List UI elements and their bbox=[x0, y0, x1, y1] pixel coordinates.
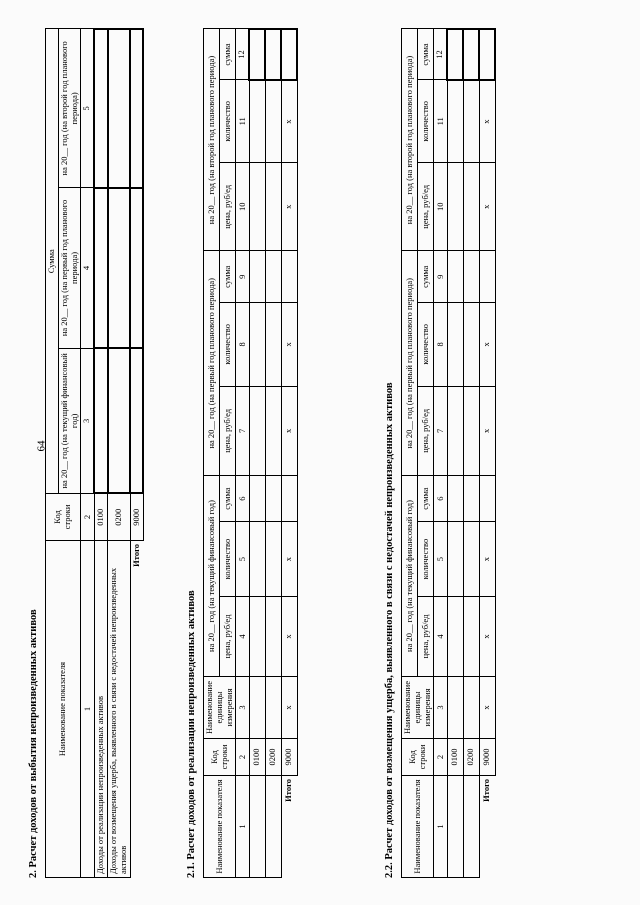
x-mark: x bbox=[479, 386, 495, 475]
total-label: Итого bbox=[283, 779, 294, 802]
colnum: 12 bbox=[434, 29, 447, 80]
cell[interactable] bbox=[249, 302, 265, 386]
colnum: 8 bbox=[434, 302, 447, 386]
hdr-price: цена, руб/ед bbox=[220, 163, 236, 251]
colnum: 5 bbox=[434, 522, 447, 597]
cell[interactable] bbox=[447, 386, 463, 475]
cell[interactable] bbox=[265, 163, 281, 251]
cell[interactable] bbox=[447, 163, 463, 251]
colnum: 1 bbox=[236, 776, 249, 878]
colnum: 9 bbox=[434, 251, 447, 303]
row-code: 0100 bbox=[94, 494, 108, 541]
hdr-qty: количество bbox=[418, 522, 434, 597]
section-2-2-title: 2.2. Расчет доходов от возмещения ущерба, выявленного в связи с недостачей непроизведенных активов bbox=[384, 382, 395, 878]
cell[interactable] bbox=[265, 386, 281, 475]
section-2-title: 2. Расчет доходов от выбытия непроизведенных активов bbox=[28, 609, 39, 878]
cell[interactable] bbox=[249, 476, 265, 522]
colnum: 5 bbox=[81, 29, 94, 188]
hdr-year3: на 20__ год (на второй год планового периода) bbox=[58, 29, 81, 188]
cell[interactable] bbox=[447, 522, 463, 597]
colnum: 1 bbox=[434, 776, 447, 878]
colnum: 6 bbox=[236, 476, 249, 522]
row-code: 0100 bbox=[249, 739, 265, 776]
cell[interactable] bbox=[447, 29, 463, 80]
hdr-name: Наименование показателя bbox=[46, 541, 81, 878]
cell[interactable] bbox=[447, 80, 463, 163]
hdr-sum: сумма bbox=[418, 476, 434, 522]
x-mark: x bbox=[281, 80, 297, 163]
cell[interactable] bbox=[479, 251, 495, 303]
hdr-code: Код строки bbox=[46, 494, 81, 541]
hdr-year1: на 20__ год (на текущий финансовый год) bbox=[402, 476, 418, 677]
colnum: 7 bbox=[236, 386, 249, 475]
hdr-price: цена, руб/ед bbox=[418, 597, 434, 677]
hdr-qty: количество bbox=[418, 80, 434, 163]
section-2-2 bbox=[384, 28, 496, 878]
x-mark: x bbox=[479, 522, 495, 597]
row-code: 0100 bbox=[447, 739, 463, 776]
cell[interactable] bbox=[265, 476, 281, 522]
section-2-2-table bbox=[401, 28, 496, 878]
x-mark: x bbox=[281, 386, 297, 475]
hdr-name: Наименование показателя bbox=[402, 776, 434, 878]
hdr-name: Наименование показателя bbox=[204, 776, 236, 878]
section-2-1-title: 2.1. Расчет доходов от реализации непроизведенных активов bbox=[186, 590, 197, 878]
cell[interactable] bbox=[463, 522, 479, 597]
colnum: 2 bbox=[434, 739, 447, 776]
cell[interactable] bbox=[281, 251, 297, 303]
hdr-year2: на 20__ год (на первый год планового периода) bbox=[204, 251, 220, 476]
section-2-1-table bbox=[203, 28, 298, 878]
cell[interactable] bbox=[447, 776, 463, 878]
row-label: Доходы от реализации непроизведенных активов bbox=[94, 541, 108, 878]
cell[interactable] bbox=[281, 29, 297, 80]
cell[interactable] bbox=[463, 476, 479, 522]
cell[interactable] bbox=[249, 386, 265, 475]
hdr-sum: сумма bbox=[220, 29, 236, 80]
hdr-price: цена, руб/ед bbox=[220, 597, 236, 677]
x-mark: x bbox=[281, 597, 297, 677]
x-mark: x bbox=[479, 302, 495, 386]
cell[interactable] bbox=[463, 677, 479, 739]
colnum: 3 bbox=[434, 677, 447, 739]
hdr-unit: Наименование единицы измерения bbox=[402, 677, 434, 739]
total-code: 9000 bbox=[281, 739, 297, 776]
x-mark: x bbox=[281, 163, 297, 251]
cell[interactable] bbox=[130, 29, 143, 188]
cell[interactable] bbox=[265, 29, 281, 80]
cell[interactable] bbox=[249, 163, 265, 251]
cell[interactable] bbox=[265, 677, 281, 739]
colnum: 4 bbox=[81, 188, 94, 349]
x-mark: x bbox=[479, 677, 495, 739]
colnum: 1 bbox=[81, 541, 94, 878]
cell[interactable] bbox=[265, 776, 281, 878]
cell[interactable] bbox=[249, 522, 265, 597]
hdr-price: цена, руб/ед bbox=[418, 386, 434, 475]
hdr-year1: на 20__ год (на текущий финансовый год) bbox=[58, 348, 81, 493]
cell[interactable] bbox=[249, 677, 265, 739]
cell[interactable] bbox=[463, 29, 479, 80]
cell[interactable] bbox=[463, 597, 479, 677]
colnum: 9 bbox=[236, 251, 249, 303]
colnum: 4 bbox=[434, 597, 447, 677]
colnum: 3 bbox=[81, 348, 94, 493]
cell[interactable] bbox=[463, 251, 479, 303]
hdr-code: Код строки bbox=[204, 739, 236, 776]
x-mark: x bbox=[281, 677, 297, 739]
colnum: 4 bbox=[236, 597, 249, 677]
hdr-unit: Наименование единицы измерения bbox=[204, 677, 236, 739]
cell[interactable] bbox=[447, 677, 463, 739]
hdr-sum: Сумма bbox=[46, 29, 59, 494]
cell[interactable] bbox=[265, 251, 281, 303]
colnum: 7 bbox=[434, 386, 447, 475]
colnum: 2 bbox=[81, 494, 94, 541]
x-mark: x bbox=[479, 80, 495, 163]
colnum: 6 bbox=[434, 476, 447, 522]
colnum: 5 bbox=[236, 522, 249, 597]
colnum: 10 bbox=[434, 163, 447, 251]
section-2-1 bbox=[186, 28, 298, 878]
cell[interactable] bbox=[463, 163, 479, 251]
cell[interactable] bbox=[447, 251, 463, 303]
total-code: 9000 bbox=[479, 739, 495, 776]
cell[interactable] bbox=[265, 80, 281, 163]
row-code: 0200 bbox=[108, 494, 131, 541]
cell[interactable] bbox=[94, 29, 108, 188]
cell[interactable] bbox=[463, 776, 479, 878]
hdr-price: цена, руб/ед bbox=[418, 163, 434, 251]
cell[interactable] bbox=[94, 188, 108, 349]
hdr-year3: на 20__ год (на второй год планового периода) bbox=[204, 29, 220, 251]
hdr-sum: сумма bbox=[220, 476, 236, 522]
cell[interactable] bbox=[94, 348, 108, 493]
hdr-sum: сумма bbox=[220, 251, 236, 303]
cell[interactable] bbox=[249, 80, 265, 163]
hdr-price: цена, руб/ед bbox=[220, 386, 236, 475]
hdr-year3: на 20__ год (на второй год планового периода) bbox=[402, 29, 418, 251]
hdr-year2: на 20__ год (на первый год планового периода) bbox=[58, 188, 81, 349]
hdr-sum: сумма bbox=[418, 251, 434, 303]
hdr-code: Код строки bbox=[402, 739, 434, 776]
colnum: 11 bbox=[236, 80, 249, 163]
cell[interactable] bbox=[447, 597, 463, 677]
cell[interactable] bbox=[108, 29, 131, 188]
colnum: 10 bbox=[236, 163, 249, 251]
hdr-qty: количество bbox=[220, 80, 236, 163]
colnum: 2 bbox=[236, 739, 249, 776]
colnum: 11 bbox=[434, 80, 447, 163]
row-label: Доходы от возмещения ущерба, выявленного в связи с недостачей непроизведенных активов bbox=[108, 541, 131, 878]
cell[interactable] bbox=[249, 29, 265, 80]
cell[interactable] bbox=[130, 348, 143, 493]
x-mark: x bbox=[281, 302, 297, 386]
cell[interactable] bbox=[249, 776, 265, 878]
hdr-year1: на 20__ год (на текущий финансовый год) bbox=[204, 476, 220, 677]
colnum: 3 bbox=[236, 677, 249, 739]
cell[interactable] bbox=[108, 348, 131, 493]
cell[interactable] bbox=[463, 386, 479, 475]
cell[interactable] bbox=[463, 302, 479, 386]
total-code: 9000 bbox=[130, 494, 143, 541]
section-2 bbox=[28, 28, 144, 878]
hdr-qty: количество bbox=[220, 522, 236, 597]
hdr-qty: количество bbox=[418, 302, 434, 386]
cell[interactable] bbox=[249, 251, 265, 303]
total-label: Итого bbox=[131, 544, 142, 567]
cell[interactable] bbox=[479, 476, 495, 522]
x-mark: x bbox=[281, 522, 297, 597]
colnum: 12 bbox=[236, 29, 249, 80]
section-2-table bbox=[45, 28, 144, 878]
colnum: 8 bbox=[236, 302, 249, 386]
hdr-year2: на 20__ год (на первый год планового периода) bbox=[402, 251, 418, 476]
hdr-qty: количество bbox=[220, 302, 236, 386]
cell[interactable] bbox=[130, 188, 143, 349]
cell[interactable] bbox=[447, 476, 463, 522]
cell[interactable] bbox=[249, 597, 265, 677]
x-mark: x bbox=[479, 163, 495, 251]
cell[interactable] bbox=[479, 29, 495, 80]
cell[interactable] bbox=[265, 522, 281, 597]
hdr-sum: сумма bbox=[418, 29, 434, 80]
cell[interactable] bbox=[463, 80, 479, 163]
cell[interactable] bbox=[447, 302, 463, 386]
cell[interactable] bbox=[108, 188, 131, 349]
total-label: Итого bbox=[481, 779, 492, 802]
row-code: 0200 bbox=[265, 739, 281, 776]
row-code: 0200 bbox=[463, 739, 479, 776]
x-mark: x bbox=[479, 597, 495, 677]
rotated-content bbox=[28, 28, 588, 878]
cell[interactable] bbox=[281, 476, 297, 522]
cell[interactable] bbox=[265, 302, 281, 386]
page-number: 64 bbox=[35, 440, 48, 452]
cell[interactable] bbox=[265, 597, 281, 677]
